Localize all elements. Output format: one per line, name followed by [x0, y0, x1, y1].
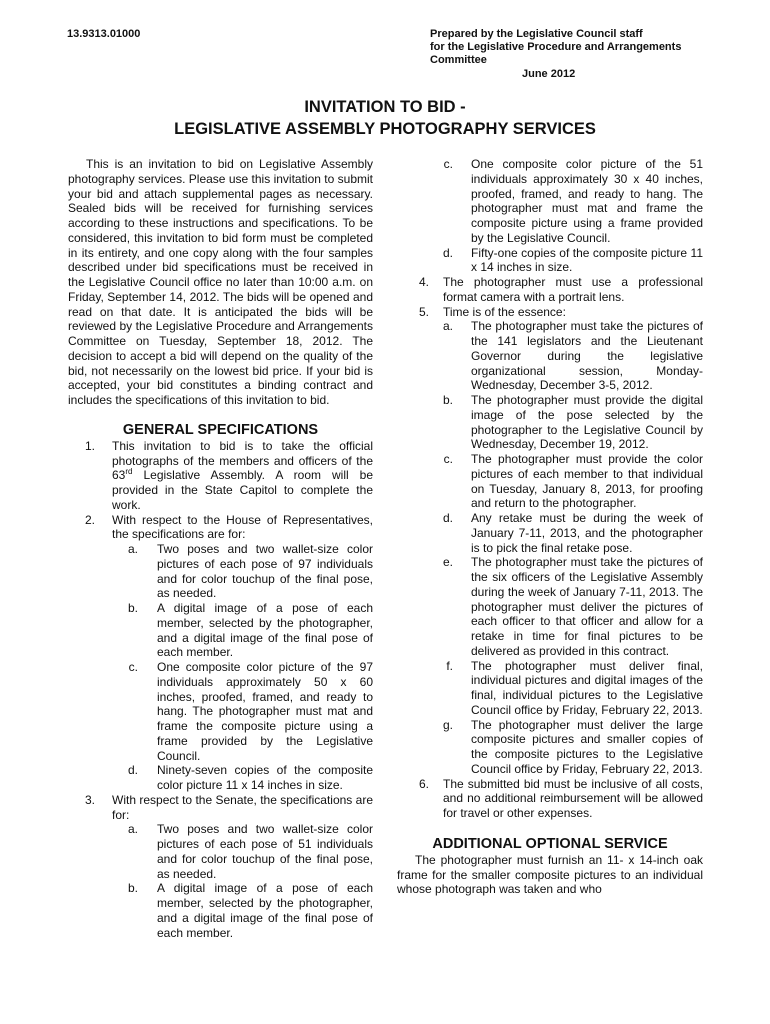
spec-subitem-3d: [397, 246, 703, 276]
subitem-text: The photographer must provide the color pictures of each member to that individual on Tuesday, January 8, 2013, for proofing and return to the photographer.: [471, 452, 703, 511]
prepared-by-line: for the Legislative Procedure and Arrangements: [430, 41, 682, 54]
spec-item-1: [68, 439, 373, 513]
subitem-text: A digital image of a pose of each member, selected by the photographer, and a digital image of the final pose of each member.: [157, 881, 373, 940]
general-specifications-heading: GENERAL SPECIFICATIONS: [122, 421, 319, 438]
right-column: [397, 157, 703, 897]
spec-subitem-5b: [397, 393, 703, 452]
subitem-letter: c.: [443, 157, 453, 171]
subitem-text: One composite color picture of the 51 individuals approximately 30 x 40 inches, proofed, framed, and ready to hang. The photographer must mat and frame the composite picture using a frame provided by the Legislative Council.: [471, 157, 703, 245]
subitem-letter: a.: [442, 319, 453, 334]
prepared-by-block: [430, 28, 690, 81]
spec-subitem-5d: [397, 511, 703, 555]
item-number: 3.: [84, 792, 95, 807]
subitem-text: Fifty-one copies of the composite picture 11 x 14 inches in size.: [471, 245, 703, 275]
subitem-text: One composite color picture of the 97 individuals approximately 50 x 60 inches, proofed, framed, and ready to hang. The photographer must mat and frame the composite picture using a frame provided by the Legislative Council.: [157, 660, 373, 763]
spec-subitem-3a: [112, 822, 373, 881]
spec-subitem-2b: [112, 601, 373, 660]
page-title: [0, 96, 770, 140]
spec-subitem-2c: [112, 660, 373, 763]
item-number: 5.: [418, 304, 429, 319]
title-line-1: INVITATION TO BID -: [304, 98, 466, 116]
spec-item-6: [397, 777, 703, 821]
spec-subitem-2d: [112, 763, 373, 793]
subitem-letter: f.: [446, 658, 453, 673]
intro-paragraph: This is an invitation to bid on Legislative Assembly photography services. Please use this invitation to submit your bid and attach supplemental pages as necessary. Sealed bids will be received for furnishing services according to these instructions and specifications. To be considered, this invitation to bid form must be completed in its entirety, and one copy along with the four samples described under bid specifications must be received in the Legislative Council office no later than 10:00 a.m. on Friday, September 14, 2012. The bids will be opened and read on that date. It is anticipated the bids will be reviewed by the Legislative Procedure and Arrangements Committee on Tuesday, September 18, 2012. The decision to accept a bid will depend on the quality of the bid, not necessarily on the lowest bid price. If your bid is accepted, your bid constitutes a binding contract and includes the specifications of this invitation to bid.: [68, 157, 373, 407]
spec-subitem-3b: [112, 881, 373, 940]
spec-subitem-5a: [397, 319, 703, 393]
item-text: With respect to the House of Representatives, the specifications are for:: [112, 512, 373, 542]
subitem-letter: c.: [443, 452, 453, 466]
spec-subitem-5e: [397, 555, 703, 658]
subitem-letter: a.: [127, 542, 138, 556]
item-text: Time is of the essence:: [443, 304, 566, 319]
prepared-by-line: Committee: [430, 54, 487, 67]
subitem-letter: d.: [442, 245, 453, 260]
spec-item-3: [68, 793, 373, 941]
left-column: [68, 157, 373, 940]
document-date: June 2012: [522, 67, 576, 80]
item-text: The submitted bid must be inclusive of all costs, and no additional reimbursement will be allowed for travel or other expenses.: [443, 776, 703, 820]
subitem-text: Any retake must be during the week of January 7-11, 2013, and the photographer is to pick the final retake pose.: [471, 511, 703, 555]
additional-optional-service-heading: ADDITIONAL OPTIONAL SERVICE: [432, 835, 668, 852]
subitem-text: The photographer must take the pictures of the 141 legislators and the Lieutenant Governor during the legislative organizational session, Monday-Wednesday, December 3-5, 2012.: [471, 319, 703, 393]
subitem-text: Ninety-seven copies of the composite color picture 11 x 14 inches in size.: [157, 763, 373, 792]
item-number: 1.: [84, 438, 95, 453]
spec-subitem-2a: [112, 542, 373, 601]
subitem-letter: c.: [128, 660, 138, 674]
subitem-letter: b.: [442, 393, 453, 407]
subitem-text: The photographer must provide the digital image of the pose selected by the photographer to the Legislative Council by Wednesday, December 19, 2012.: [471, 393, 703, 452]
subitem-text: A digital image of a pose of each member, selected by the photographer, and a digital image of the final pose of each member.: [157, 601, 373, 660]
subitem-letter: e.: [442, 555, 453, 570]
subitem-letter: g.: [442, 717, 453, 732]
item-text: The photographer must use a professional format camera with a portrait lens.: [443, 275, 703, 304]
spec-subitem-5g: [397, 718, 703, 777]
subitem-letter: b.: [127, 881, 138, 896]
subitem-text: Two poses and two wallet-size color pictures of each pose of 97 individuals and for color touchup of the final pose, as needed.: [157, 542, 373, 601]
prepared-by-line: Prepared by the Legislative Council staff: [430, 28, 643, 40]
subitem-text: The photographer must deliver the large composite pictures and smaller copies of the composite pictures to the Legislative Council office by Friday, February 22, 2013.: [471, 717, 703, 776]
subitem-letter: d.: [127, 763, 138, 778]
spec-subitem-3c: [397, 157, 703, 246]
subitem-text: The photographer must take the pictures of the six officers of the Legislative Assembly during the week of January 7-11, 2013. The photographer must deliver the pictures of each officer to that officer and allow for a retake in time for final pictures to be delivered as provided in this contract.: [471, 555, 703, 658]
item-text: This invitation to bid is to take the official photographs of the members and officers of the 63rd Legislative Assembly. A room will be provided in the State Capitol to complete the work.: [112, 438, 373, 512]
subitem-letter: a.: [127, 822, 138, 837]
item-number: 6.: [418, 776, 429, 791]
spec-item-5: [397, 305, 703, 320]
item-text: With respect to the Senate, the specifications are for:: [112, 792, 373, 822]
item-number: 2.: [84, 512, 95, 527]
spec-subitem-5f: [397, 659, 703, 718]
spec-subitem-5c: [397, 452, 703, 511]
spec-item-4: [397, 275, 703, 305]
document-number: 13.9313.01000: [67, 28, 141, 40]
subitem-text: The photographer must deliver final, individual pictures and digital images of the final, individual pictures to the Legislative Council office by Friday, February 22, 2013.: [471, 658, 703, 717]
spec-item-2: [68, 513, 373, 793]
subitem-text: Two poses and two wallet-size color pictures of each pose of 51 individuals and for color touchup of the final pose, as needed.: [157, 822, 373, 881]
subitem-letter: d.: [442, 511, 453, 525]
additional-service-paragraph: The photographer must furnish an 11- x 14-inch oak frame for the smaller composite pictures to an individual whose photograph was taken and who: [397, 852, 703, 897]
title-line-2: LEGISLATIVE ASSEMBLY PHOTOGRAPHY SERVICES: [174, 120, 596, 138]
subitem-letter: b.: [127, 601, 138, 615]
item-number: 4.: [418, 275, 429, 289]
